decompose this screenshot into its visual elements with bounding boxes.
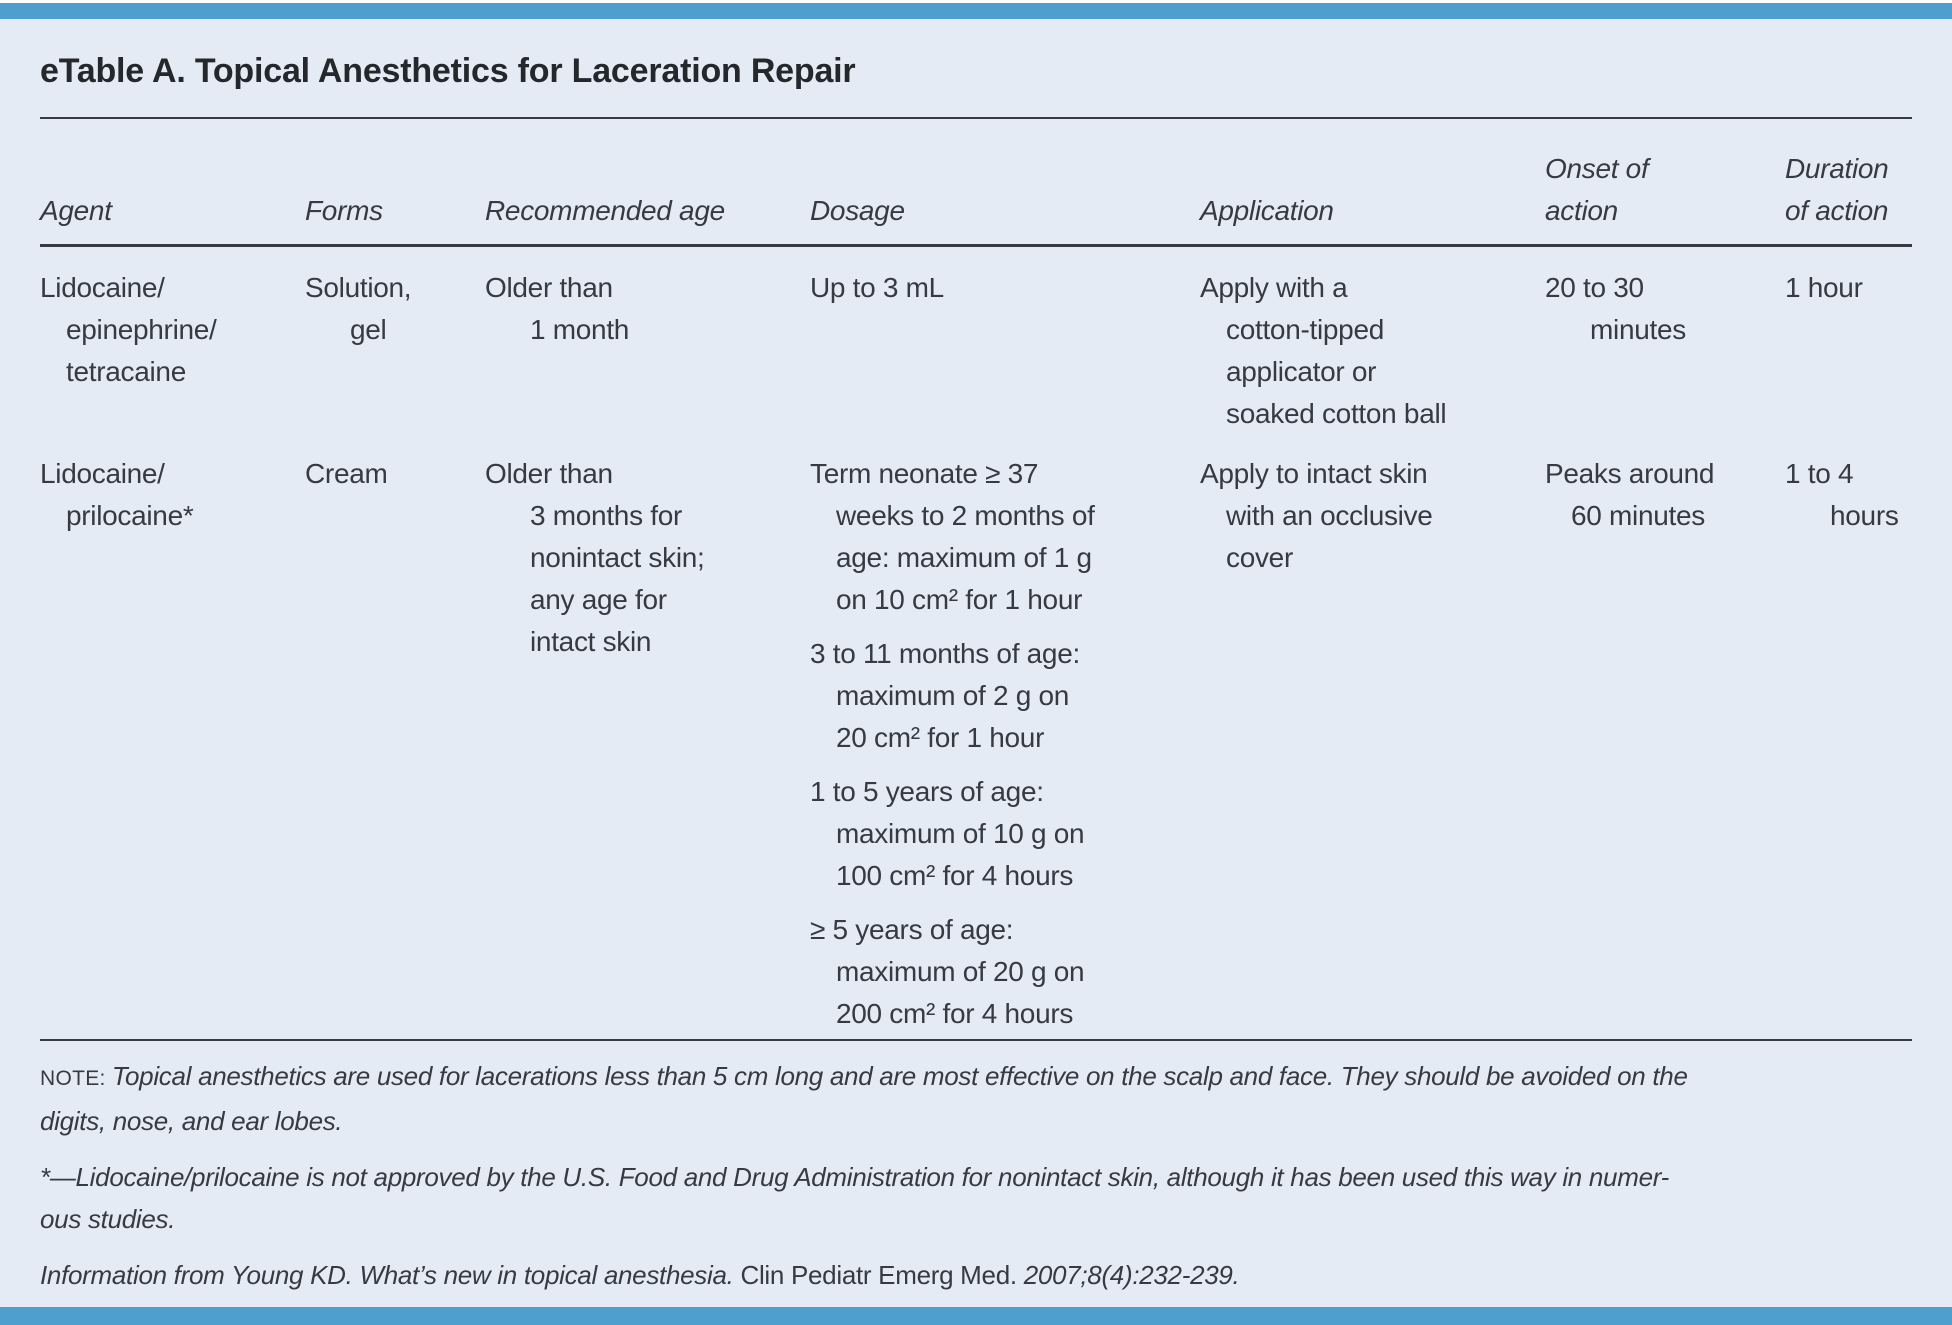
- cell-line: weeks to 2 months of: [836, 500, 1095, 531]
- table-cell: [1200, 453, 1545, 1035]
- column-header-line: of action: [1785, 195, 1889, 226]
- cell-line: Lidocaine/: [40, 458, 165, 489]
- table-note: [40, 1156, 1912, 1240]
- note-text: *—Lidocaine/prilocaine is not approved by the U.S. Food and Drug Administration for nonintact skin, although it has been used this way in numer-: [40, 1162, 1669, 1192]
- column-header-line: Agent: [40, 195, 112, 226]
- note-line: [40, 1055, 1912, 1100]
- notes: [40, 1041, 1912, 1296]
- cell-line: 1 month: [530, 314, 630, 345]
- column-header: [305, 190, 485, 232]
- cell-line: prilocaine*: [66, 500, 194, 531]
- cell-line: maximum of 2 g on: [836, 680, 1069, 711]
- cell-line: cover: [1226, 542, 1293, 573]
- cell-line: tetracaine: [66, 356, 186, 387]
- column-header: [40, 190, 305, 232]
- cell-line: applicator or: [1226, 356, 1377, 387]
- cell-line: Up to 3 mL: [810, 272, 944, 303]
- cell-line: Older than: [485, 458, 613, 489]
- cell-line: 60 minutes: [1571, 500, 1705, 531]
- table-cell: [1545, 267, 1785, 435]
- note-text: Clin Pediatr Emerg Med.: [740, 1260, 1024, 1290]
- note-line: [40, 1100, 1912, 1142]
- cell-line: Peaks around: [1545, 458, 1715, 489]
- table-cell: [485, 267, 810, 435]
- column-header-line: action: [1545, 195, 1618, 226]
- cell-line: 3 to 11 months of age:: [810, 638, 1080, 669]
- cell-line: on 10 cm² for 1 hour: [836, 584, 1083, 615]
- table-title: eTable A. Topical Anesthetics for Laceration Repair: [40, 52, 856, 90]
- cell-line: Lidocaine/: [40, 272, 165, 303]
- cell-line: hours: [1830, 500, 1899, 531]
- cell-line: 1 hour: [1785, 272, 1863, 303]
- column-header-line: Application: [1200, 195, 1334, 226]
- cell-line: maximum of 10 g on: [836, 818, 1085, 849]
- cell-line: with an occlusive: [1226, 500, 1433, 531]
- table-row: [40, 247, 1912, 435]
- note-line: [40, 1198, 1912, 1240]
- cell-line: Older than: [485, 272, 613, 303]
- column-header-line: Dosage: [810, 195, 905, 226]
- table-cell: [305, 453, 485, 1035]
- cell-line: nonintact skin;: [530, 542, 705, 573]
- cell-line: 3 months for: [530, 500, 683, 531]
- cell-line: soaked cotton ball: [1226, 398, 1447, 429]
- column-header-line: Onset of: [1545, 153, 1649, 184]
- column-header: [1200, 190, 1545, 232]
- note-text: digits, nose, and ear lobes.: [40, 1106, 343, 1136]
- table-cell: [1200, 267, 1545, 435]
- table-note: [40, 1254, 1912, 1296]
- column-header: [810, 190, 1200, 232]
- cell-line: age: maximum of 1 g: [836, 542, 1092, 573]
- column-header: [485, 190, 810, 232]
- table-body: [40, 247, 1912, 1035]
- table-row: [40, 435, 1912, 1035]
- note-text: ous studies.: [40, 1204, 176, 1234]
- note-label: NOTE:: [40, 1067, 112, 1090]
- table-header-row: [40, 119, 1912, 247]
- table-note: [40, 1055, 1912, 1142]
- cell-line: ≥ 5 years of age:: [810, 914, 1014, 945]
- table-cell: [40, 453, 305, 1035]
- cell-line: gel: [350, 314, 387, 345]
- cell-line: Apply to intact skin: [1200, 458, 1428, 489]
- cell-line: Solution,: [305, 272, 412, 303]
- table-cell: [810, 267, 1200, 435]
- cell-line: Cream: [305, 458, 388, 489]
- cell-line: 100 cm² for 4 hours: [836, 860, 1074, 891]
- note-line: [40, 1254, 1912, 1296]
- accent-bar-bottom: [0, 1307, 1952, 1325]
- note-text: 2007;8(4):232-239.: [1023, 1260, 1240, 1290]
- note-text: Information from Young KD. What’s new in topical anesthesia.: [40, 1260, 741, 1290]
- cell-line: 20 cm² for 1 hour: [836, 722, 1045, 753]
- table-cell: [1785, 453, 1912, 1035]
- cell-line: 1 to 4: [1785, 458, 1854, 489]
- table-cell: [1785, 267, 1912, 435]
- column-header-line: Duration: [1785, 153, 1889, 184]
- table-cell: [40, 267, 305, 435]
- column-header-line: Recommended age: [485, 195, 725, 226]
- cell-line: cotton-tipped: [1226, 314, 1384, 345]
- column-header-line: Forms: [305, 195, 383, 226]
- cell-line: 20 to 30: [1545, 272, 1644, 303]
- table-cell: [485, 453, 810, 1035]
- cell-line: 200 cm² for 4 hours: [836, 998, 1074, 1029]
- cell-line: any age for: [530, 584, 667, 615]
- cell-line: minutes: [1590, 314, 1686, 345]
- table-cell: [305, 267, 485, 435]
- cell-line: intact skin: [530, 626, 652, 657]
- cell-line: Apply with a: [1200, 272, 1348, 303]
- cell-line: maximum of 20 g on: [836, 956, 1085, 987]
- column-header: [1785, 148, 1912, 232]
- column-header: [1545, 148, 1785, 232]
- table-cell: [810, 453, 1200, 1035]
- note-text: Topical anesthetics are used for lacerations less than 5 cm long and are most effective on the scalp and face. They should be avoided on the: [111, 1061, 1688, 1091]
- cell-line: Term neonate ≥ 37: [810, 458, 1039, 489]
- note-line: [40, 1156, 1912, 1198]
- cell-line: epinephrine/: [66, 314, 217, 345]
- table-cell: [1545, 453, 1785, 1035]
- cell-line: 1 to 5 years of age:: [810, 776, 1044, 807]
